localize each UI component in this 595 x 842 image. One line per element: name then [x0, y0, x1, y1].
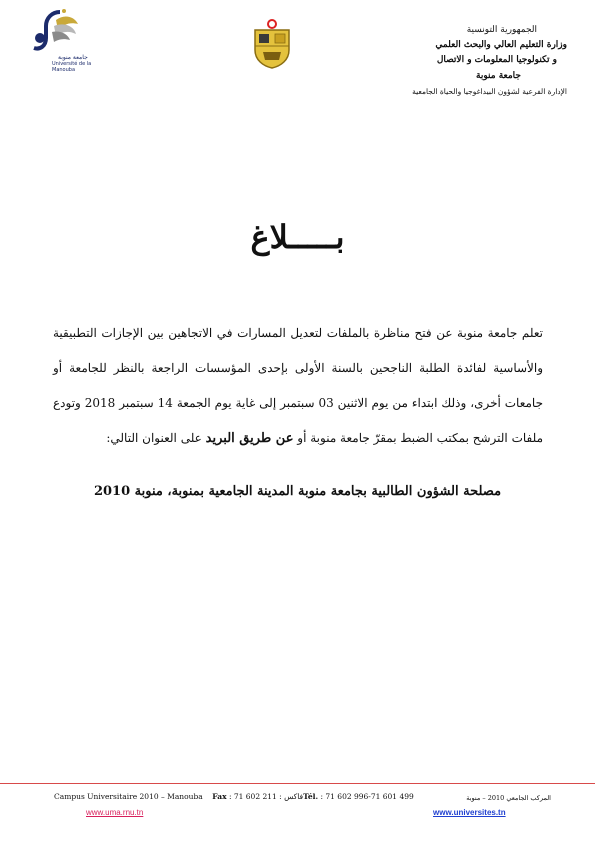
university-logo-icon: [30, 8, 80, 54]
footer-fax: : 71 602 211 : فاكس: [228, 792, 304, 801]
universities-website-link[interactable]: www.universites.tn: [433, 808, 506, 817]
university-line: جامعة منوبة: [476, 71, 521, 81]
footer-rule: [0, 783, 595, 784]
paragraph-text: تعلم جامعة منوبة عن فتح مناظرة بالملفات لتعديل المسارات في الاتجاهين بين الإجازات التطبيقية والأساسية لفائدة الطلبة الناجحين بالسنة الأولى بإحدى المؤسسات الراجعة بالنظر للجامعة أو جامعات أخرى، وذلك ابتداء من يوم الاثنين 03 سبتمبر إلى غاية يوم الجمعة 14 سبتمبر 2018 وتودع ملفات الترشح بمكتب الضبط بمقرّ جامعة منوبة أو: [53, 326, 543, 445]
footer-address-ar: المركب الجامعي 2010 – منوبة: [466, 794, 551, 802]
announcement-body: [53, 316, 543, 456]
footer-tel-label: Tél.: [303, 792, 319, 801]
republic-line: الجمهورية التونسية: [466, 25, 537, 35]
university-logo: [24, 8, 114, 73]
university-website-link[interactable]: www.uma.rnu.tn: [86, 808, 144, 817]
submission-address: مصلحة الشؤون الطالبية بجامعة منوبة المدينة الجامعية بمنوبة، منوبة 2010: [93, 484, 502, 499]
coat-of-arms: [249, 18, 295, 70]
ministry-line: وزارة التعليم العالي والبحث العلمي: [435, 40, 567, 50]
department-line: الإدارة الفرعية لشؤون البيداغوجيا والحياة الجامعية: [412, 87, 567, 96]
postal-bold-text: عن طريق البريد: [205, 431, 294, 446]
footer-tel: : 71 602 996-71 601 499: [320, 792, 414, 801]
document-title: بـــــلاغ: [250, 218, 345, 256]
university-name-ar: جامعة منوبة: [58, 54, 88, 61]
ministry-header: [327, 22, 567, 100]
university-name-fr: Université de la Manouba: [52, 61, 92, 73]
footer-fax-label: Fax: [212, 792, 227, 801]
paragraph-end: على العنوان التالي:: [106, 431, 202, 445]
announcement-paragraph: [53, 316, 543, 456]
footer-contact: [54, 792, 414, 801]
tunisia-coat-of-arms-icon: [249, 18, 295, 70]
ministry-line-2: و تكنولوجيا المعلومات و الاتصال: [436, 55, 557, 65]
footer-campus: Campus Universitaire 2010 – Manouba: [54, 792, 203, 801]
